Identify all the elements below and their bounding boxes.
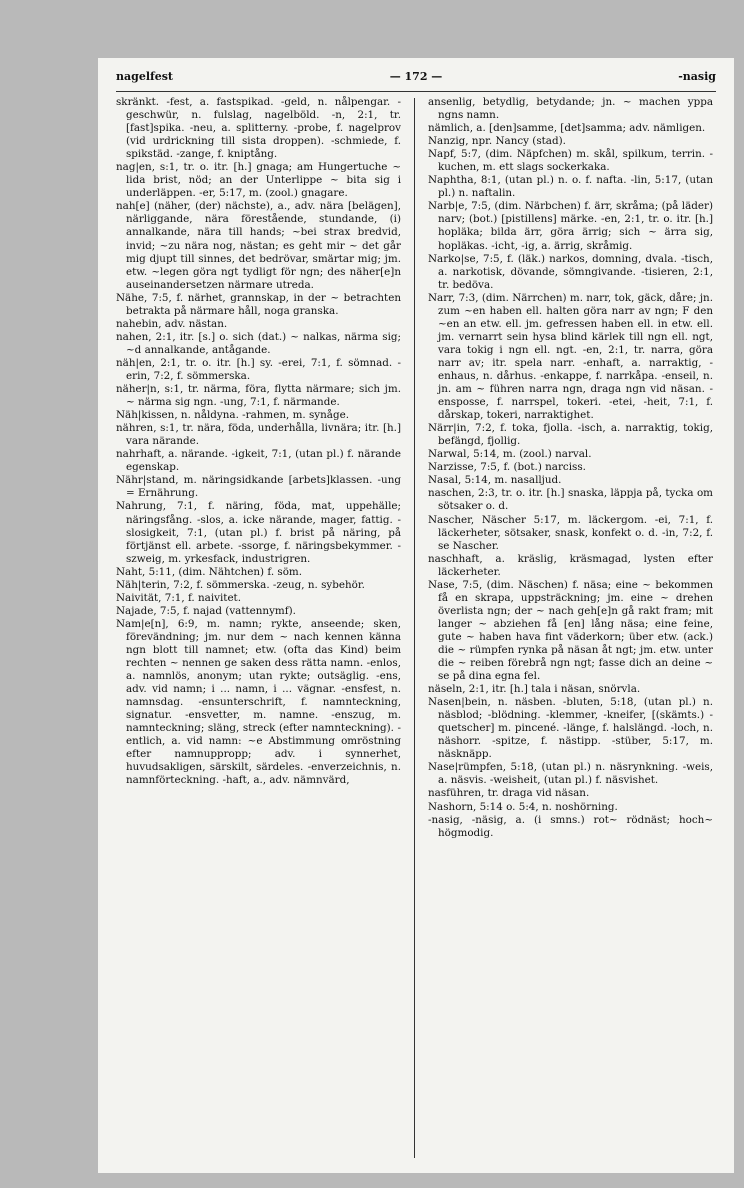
entry: nämlich, a. [den]samme, [det]samma; adv. nämligen.: [428, 122, 706, 135]
entry: Nam|e[n], 6:9, m. namn; rykte, anseende; sken, förevändning; jm. nur dem ~ nach kennen känna ngn blott till namnet; etw. (ofta das Kind) beim rechten ~ nennen ge saken dess rätta namn. -enlos, a. namnlös, anonym; utan rykte; outsäglig. -ens, adv. vid namn; i ... namn, i ... vägnar. -ensfest, n. namnsdag. -ensunterschrift, f. namnteckning, signatur. -ensvetter, m. namne. -enszug, m. namnteckning; släng, streck (efter namnteckning). -entlich, a. vid namn: ~e Abstimmung omröstning efter namnuppropp; adv. i synnerhet, huvudsakligen, särskilt, särdeles. -enverzeichnis, n. namnförteckning. -haft, a., adv. nämnvärd,: [116, 617, 401, 787]
entry: Naivität, 7:1, f. naivitet.: [116, 591, 242, 604]
entry: näseln, 2:1, itr. [h.] tala i näsan, snörvla.: [428, 683, 641, 696]
entry: Nasen|bein, n. näsben. -bluten, 5:18, (utan pl.) n. näsblod; -blödning. -klemmer, -kneifer, [(skämts.) -quetscher] m. pincené. -länge, f. halslängd. -loch, n. näshorr. -spitze, f. nästipp. -stüber, 5:17, m. näsknäpp.: [428, 696, 713, 761]
entry: Najade, 7:5, f. najad (vattennymf).: [116, 604, 296, 617]
left-column: [116, 96, 401, 787]
entry: Nanzig, npr. Nancy (stad).: [428, 135, 566, 148]
entry: naschhaft, a. kräslig, kräsmagad, lysten efter läckerheter.: [428, 552, 713, 578]
entry: Nähe, 7:5, f. närhet, grannskap, in der ~ betrachten betrakta på närmare håll, noga granska.: [116, 291, 401, 317]
column-divider: [414, 98, 415, 1158]
entry: ansenlig, betydlig, betydande; jn. ~ machen yppa ngns namn.: [428, 96, 713, 122]
entry: Narko|se, 7:5, f. (läk.) narkos, domning, dvala. -tisch, a. narkotisk, dövande, sömngivande. -tisieren, 2:1, tr. bedöva.: [428, 252, 713, 291]
entry: Naht, 5:11, (dim. Nähtchen) f. söm.: [116, 565, 303, 578]
entry: Nahrung, 7:1, f. näring, föda, mat, uppehälle; näringsfång. -slos, a. icke närande, mager, fattig. -slosigkeit, 7:1, (utan pl.) f. brist på näring, på förtjänst ell. arbete. -ssorge, f. näringsbekymmer. -szweig, m. yrkesfack, industrigren.: [116, 500, 401, 565]
entry: nahen, 2:1, itr. [s.] o. sich (dat.) ~ nalkas, närma sig; ~d annalkande, antågande.: [116, 330, 401, 356]
entry: Närr|in, 7:2, f. toka, fjolla. -isch, a. narraktig, tokig, befängd, fjollig.: [428, 422, 713, 448]
entry: Näh|kissen, n. nåldyna. -rahmen, m. synåge.: [116, 409, 349, 422]
entry: nahrhaft, a. närande. -igkeit, 7:1, (utan pl.) f. närande egenskap.: [116, 448, 401, 474]
entry: nähren, s:1, tr. nära, föda, underhålla, livnära; itr. [h.] vara närande.: [116, 422, 401, 448]
entry: nag|en, s:1, tr. o. itr. [h.] gnaga; am Hungertuche ~ lida brist, nöd; an der Unterlippe ~ bita sig i underläppen. -er, 5:17, m. (zool.) gnagare.: [116, 161, 401, 200]
entry: Naphtha, 8:1, (utan pl.) n. o. f. nafta. -lin, 5:17, (utan pl.) n. naftalin.: [428, 174, 713, 200]
page-number: — 172 —: [389, 70, 443, 83]
header-guide-word-left: nagelfest: [116, 70, 173, 83]
entry: naschen, 2:3, tr. o. itr. [h.] snaska, läppja på, tycka om sötsaker o. d.: [428, 487, 713, 513]
entry: nah[e] (näher, (der) nächste), a., adv. nära [belägen], närliggande, nära förestående, stundande, (i) annalkande, nära till hands; ~bei strax bredvid, invid; ~zu nära nog, nästan; es geht mir ~ det går mig djupt till sinnes, det bedrövar, smärtar mig; jm. etw. ~legen göra ngt tydligt för ngn; des näher[e]n auseinandersetzen närmare utreda.: [116, 200, 401, 291]
entry: Narzisse, 7:5, f. (bot.) narciss.: [428, 461, 586, 474]
entry: Nase|rümpfen, 5:18, (utan pl.) n. näsrynkning. -weis, a. näsvis. -weisheit, (utan pl.) f. näsvishet.: [428, 761, 713, 787]
entry: nasführen, tr. draga vid näsan.: [428, 787, 590, 800]
entry: Napf, 5:7, (dim. Näpfchen) m. skål, spilkum, terrin. -kuchen, m. ett slags sockerkaka.: [428, 148, 713, 174]
entry: Nascher, Näscher 5:17, m. läckergom. -ei, 7:1, f. läckerheter, sötsaker, snask, konfekt o. d. -in, 7:2, f. se Nascher.: [428, 513, 713, 552]
entry: näh|en, 2:1, tr. o. itr. [h.] sy. -erei, 7:1, f. sömnad. -erin, 7:2, f. sömmerska.: [116, 356, 401, 382]
right-column: [428, 96, 713, 840]
page-header: [116, 70, 716, 88]
entry: Narr, 7:3, (dim. Närrchen) m. narr, tok, gäck, dåre; jn. zum ~en haben ell. halten göra narr av ngn; F den ~en an etw. ell. jm. gefressen haben ell. in etw. ell. jm. vernarrt sein hysa blind kärlek till ngn ell. ngt, vara tokig i ngn ell. ngt. -en, 2:1, tr. narra, göra narr av; itr. spela narr. -enhaft, a. narraktig, -enhaus, n. dårhus. -enkappe, f. narrkåpa. -enseil, n. jn. am ~ führen narra ngn, draga ngn vid näsan. -enspossе, f. narrspel, tokeri. -etei, -heit, 7:1, f. dårskap, tokeri, narraktighet.: [428, 291, 713, 422]
header-guide-word-right: -nasig: [678, 70, 716, 83]
entry: Nasal, 5:14, m. nasalljud.: [428, 474, 562, 487]
entry: -nasig, -näsig, a. (i smns.) rot~ rödnäst; hoch~ högmodig.: [428, 813, 713, 839]
entry: skränkt. -fest, a. fastspikad. -geld, n. nålpengar. -geschwür, n. fulslag, nagelböld. -n, 2:1, tr. [fast]spika. -neu, a. splitterny. -probe, f. nagelprov (vid urdrickning till sista droppen). -schmiede, f. spikstäd. -zange, f. kniptång.: [116, 96, 401, 161]
header-rule: [116, 91, 716, 92]
entry: näher|n, s:1, tr. närma, föra, flytta närmare; sich jm. ~ närma sig ngn. -ung, 7:1, f. närmande.: [116, 383, 401, 409]
entry: Nähr|stand, m. näringsidkande [arbets]klassen. -ung = Ernährung.: [116, 474, 401, 500]
entry: Narb|e, 7:5, (dim. Närbchen) f. ärr, skråma; (på läder) narv; (bot.) [pistillens] märke. -en, 2:1, tr. o. itr. [h.] hopläka; bilda ärr, göra ärrig; sich ~ ärra sig, hopläkas. -icht, -ig, a. ärrig, skråmig.: [428, 200, 713, 252]
dictionary-page: [98, 58, 734, 1173]
entry: Narwal, 5:14, m. (zool.) narval.: [428, 448, 592, 461]
entry: Nase, 7:5, (dim. Näschen) f. näsa; eine ~ bekommen få en skrapa, uppsträckning; jm. eine ~ drehen överlista ngn; der ~ nach geh[e]n gå rakt fram; mit langer ~ abziehen få [en] lång näsa; eine feine, gute ~ haben hava fint väderkorn; über etw. (ack.) die ~ rümpfen rynka på näsan åt ngt; jm. etw. unter die ~ reiben förebrå ngn ngt; fasse dich an deine ~ se på dina egna fel.: [428, 578, 713, 683]
entry: Näh|terin, 7:2, f. sömmerska. -zeug, n. sybehör.: [116, 578, 365, 591]
entry: nahebin, adv. nästan.: [116, 317, 228, 330]
entry: Nashorn, 5:14 o. 5:4, n. noshörning.: [428, 800, 618, 813]
